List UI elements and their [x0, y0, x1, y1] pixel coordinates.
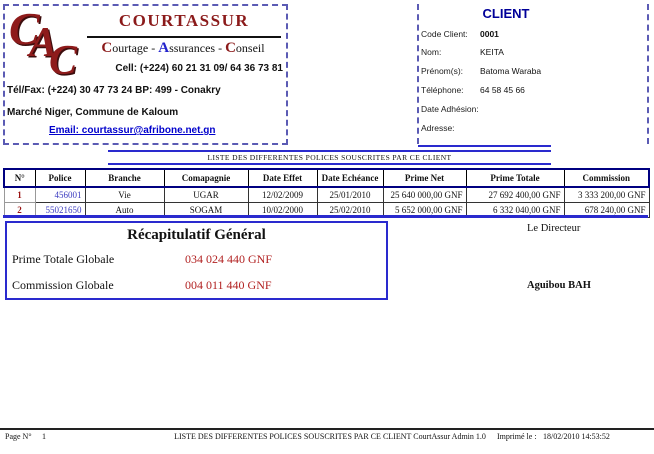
tagline-initial: C	[101, 40, 113, 56]
company-name-underline	[87, 36, 281, 38]
column-header-police: Police	[35, 169, 85, 187]
client-bottom-rule	[418, 145, 551, 147]
table-bottom-rule	[3, 215, 648, 218]
table-row	[4, 187, 649, 203]
date-effet-cell: 10/02/2000	[248, 203, 317, 218]
recap-title: Récapitulatif Général	[127, 227, 266, 243]
commission-cell: 3 333 200,00 GNF	[564, 187, 649, 203]
row-number-cell: 1	[4, 187, 35, 203]
company-header-box	[3, 4, 288, 145]
prime-totale-cell: 27 692 400,00 GNF	[466, 187, 564, 203]
footer-report-title: LISTE DES DIFFERENTES POLICES SOUSCRITES PAR CE CLIENT CourtAssur Admin 1.0	[174, 432, 486, 441]
tagline-text: ourtage	[112, 41, 149, 55]
row-number-cell: 2	[4, 203, 35, 218]
recap-commission-label: Commission Globale	[12, 278, 114, 292]
tagline-text: ssurances	[169, 41, 216, 55]
band-title-top-rule	[108, 150, 551, 152]
client-field-label: Prénom(s):	[421, 66, 464, 76]
footer-page-label: Page N°	[5, 432, 32, 441]
tagline-separator: -	[215, 41, 226, 55]
client-field-label: Adresse:	[421, 123, 455, 133]
client-firstname-value: Batoma Waraba	[480, 66, 542, 76]
branche-cell: Vie	[85, 187, 164, 203]
client-section-title: CLIENT	[482, 6, 530, 21]
client-field-label: Date Adhésion:	[421, 104, 479, 114]
footer-printed-datetime: 18/02/2010 14:53:52	[543, 432, 610, 441]
client-field-label: Téléphone:	[421, 85, 464, 95]
recap-prime-value: 034 024 440 GNF	[185, 252, 273, 266]
recap-commission-value: 004 011 440 GNF	[185, 278, 272, 292]
policy-number-link[interactable]: 456001	[35, 187, 85, 203]
column-header-date-effet: Date Effet	[248, 169, 317, 187]
client-panel-left-border	[417, 4, 419, 144]
tagline-text: onseil	[235, 41, 265, 55]
client-field-label: Nom:	[421, 47, 442, 57]
client-panel-right-border	[647, 4, 649, 144]
policies-table	[3, 168, 650, 218]
tagline-initial: C	[225, 40, 236, 56]
column-header-date-echeance: Date Echéance	[317, 169, 383, 187]
company-telfax: Tél/Fax: (+224) 30 47 73 24 BP: 499 - Conakry	[7, 85, 221, 96]
company-address: Marché Niger, Commune de Kaloum	[7, 107, 179, 118]
company-name: COURTASSUR	[118, 11, 250, 30]
client-field-label: Code Client:	[421, 29, 468, 39]
compagnie-cell: UGAR	[164, 187, 248, 203]
table-header-row	[4, 169, 649, 187]
company-logo-letter: C	[9, 3, 40, 54]
compagnie-cell: SOGAM	[164, 203, 248, 218]
prime-net-cell: 25 640 000,00 GNF	[383, 187, 466, 203]
date-echeance-cell: 25/01/2010	[317, 187, 383, 203]
column-header-branche: Branche	[85, 169, 164, 187]
footer-page-number: 1	[42, 432, 46, 441]
policy-number-link[interactable]: 55021650	[35, 203, 85, 218]
policies-list-title: LISTE DES DIFFERENTES POLICES SOUSCRITES PAR CE CLIENT	[207, 153, 452, 162]
prime-net-cell: 5 652 000,00 GNF	[383, 203, 466, 218]
company-email-link[interactable]: Email: courtassur@afribone.net.gn	[49, 125, 216, 136]
client-code-value: 0001	[480, 29, 499, 39]
commission-cell: 678 240,00 GNF	[564, 203, 649, 218]
band-title-bottom-rule	[108, 163, 551, 165]
recap-box	[5, 221, 388, 300]
company-logo-letter: C	[49, 38, 78, 84]
client-phone-value: 64 58 45 66	[480, 85, 525, 95]
branche-cell: Auto	[85, 203, 164, 218]
prime-totale-cell: 6 332 040,00 GNF	[466, 203, 564, 218]
company-logo-letter: A	[29, 20, 58, 66]
date-echeance-cell: 25/02/2010	[317, 203, 383, 218]
tagline-separator: -	[148, 41, 159, 55]
column-header-prime-net: Prime Net	[383, 169, 466, 187]
footer-rule	[0, 428, 654, 430]
director-name: Aguibou BAH	[527, 280, 591, 291]
column-header-prime-totale: Prime Totale	[466, 169, 564, 187]
column-header-compagnie: Comapagnie	[164, 169, 248, 187]
company-cell-phone: Cell: (+224) 60 21 31 09/ 64 36 73 81	[115, 63, 283, 74]
client-name-value: KEITA	[480, 47, 504, 57]
column-header-commission: Commission	[564, 169, 649, 187]
tagline-initial: A	[158, 40, 170, 56]
footer-printed-label: Imprimé le :	[497, 432, 537, 441]
column-header-num: N°	[4, 169, 35, 187]
recap-prime-label: Prime Totale Globale	[12, 252, 115, 266]
director-role-label: Le Directeur	[527, 223, 581, 234]
date-effet-cell: 12/02/2009	[248, 187, 317, 203]
company-tagline	[83, 40, 283, 57]
